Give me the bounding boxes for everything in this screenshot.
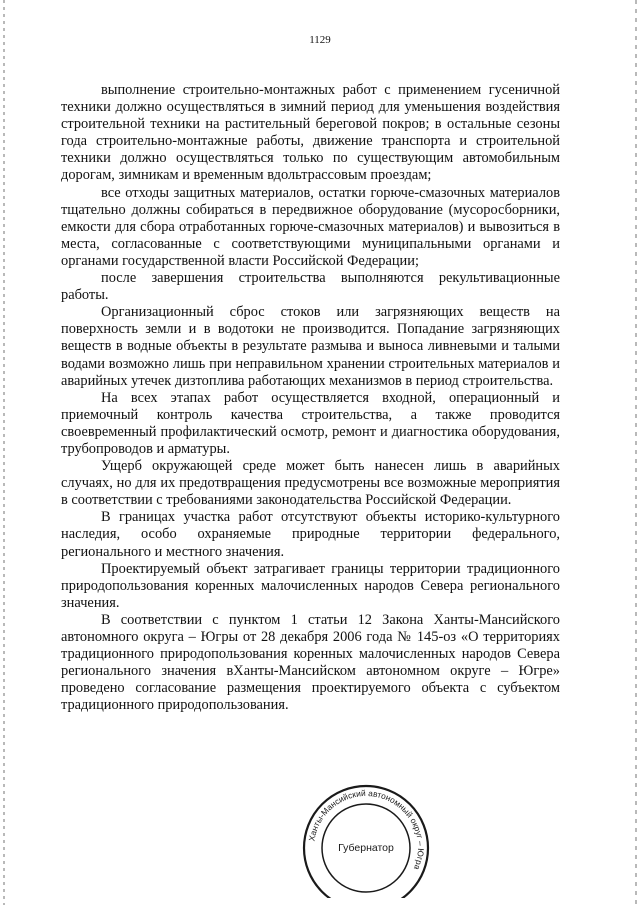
document-body [61,82,560,714]
seal-ring-text: Ханты-Мансийский автономный округ – Югра [306,787,427,872]
paragraph-recultivation: после завершения строительства выполняются рекультивационные работы. [61,270,560,304]
paragraph-traditional-territory: Проектируемый объект затрагивает границы территории традиционного природопользования коренных малочисленных народов Севера регионального значения. [61,560,560,611]
seal-center-text: Губернатор [338,842,394,854]
paragraph-heritage: В границах участка работ отсутствуют объекты историко-культурного наследия, особо охраняемые природные территории федерального, регионального и местного значения. [61,509,560,560]
page-number: 1129 [309,34,331,46]
seal-graphic [298,780,434,898]
scan-edge-left [3,0,5,905]
paragraph-law-agreement: В соответствии с пунктом 1 статьи 12 Закона Ханты-Мансийского автономного округа – Югры от 28 декабря 2006 года № 145-оз «О территориях традиционного природопользования коренных малочисленных народов Севера регионального значения вХанты-Мансийском автономном округе – Югре» проведено согласование размещения проектируемого объекта с субъектом традиционного природопользования. [61,611,560,714]
paragraph-discharge: Организационный сброс стоков или загрязняющих веществ на поверхность земли и в водотоки не производится. Попадание загрязняющих веществ в водные объекты в результате размыва и выноса ливневыми и талыми водами возможно лишь при неправильном хранении строительных материалов и аварийных утечек дизтоплива работающих механизмов в период строительства. [61,304,560,389]
paragraph-waste-materials: все отходы защитных материалов, остатки горюче-смазочных материалов тщательно должны собираться в передвижное оборудование (мусоросборники, емкости для сбора отработанных горюче-смазочных материалов) и вывозиться в места, согласованные с соответствующими муниципальными органами и органами государственной власти Российской Федерации; [61,184,560,269]
scan-edge-right [635,0,637,905]
paragraph-tracked-machinery: выполнение строительно-монтажных работ с применением гусеничной техники должно осуществляться в зимний период для уменьшения воздействия строительной техники на растительный береговой покров; в остальные сезоны года строительно-монтажные работы, движение транспорта и строительной техники должно осуществляться только по существующим автомобильным дорогам, зимникам и временным вдольтрассовым проездам; [61,82,560,184]
paragraph-environment-damage: Ущерб окружающей среде может быть нанесен лишь в аварийных случаях, но для их предотвращения предусмотрены все возможные мероприятия в соответствии с требованиями законодательства Российской Федерации. [61,458,560,509]
official-seal [298,780,434,898]
paragraph-quality-control: На всех этапах работ осуществляется входной, операционный и приемочный контроль качества строительства, а также проводится своевременный профилактический осмотр, ремонт и диагностика оборудования, трубопроводов и арматуры. [61,389,560,457]
